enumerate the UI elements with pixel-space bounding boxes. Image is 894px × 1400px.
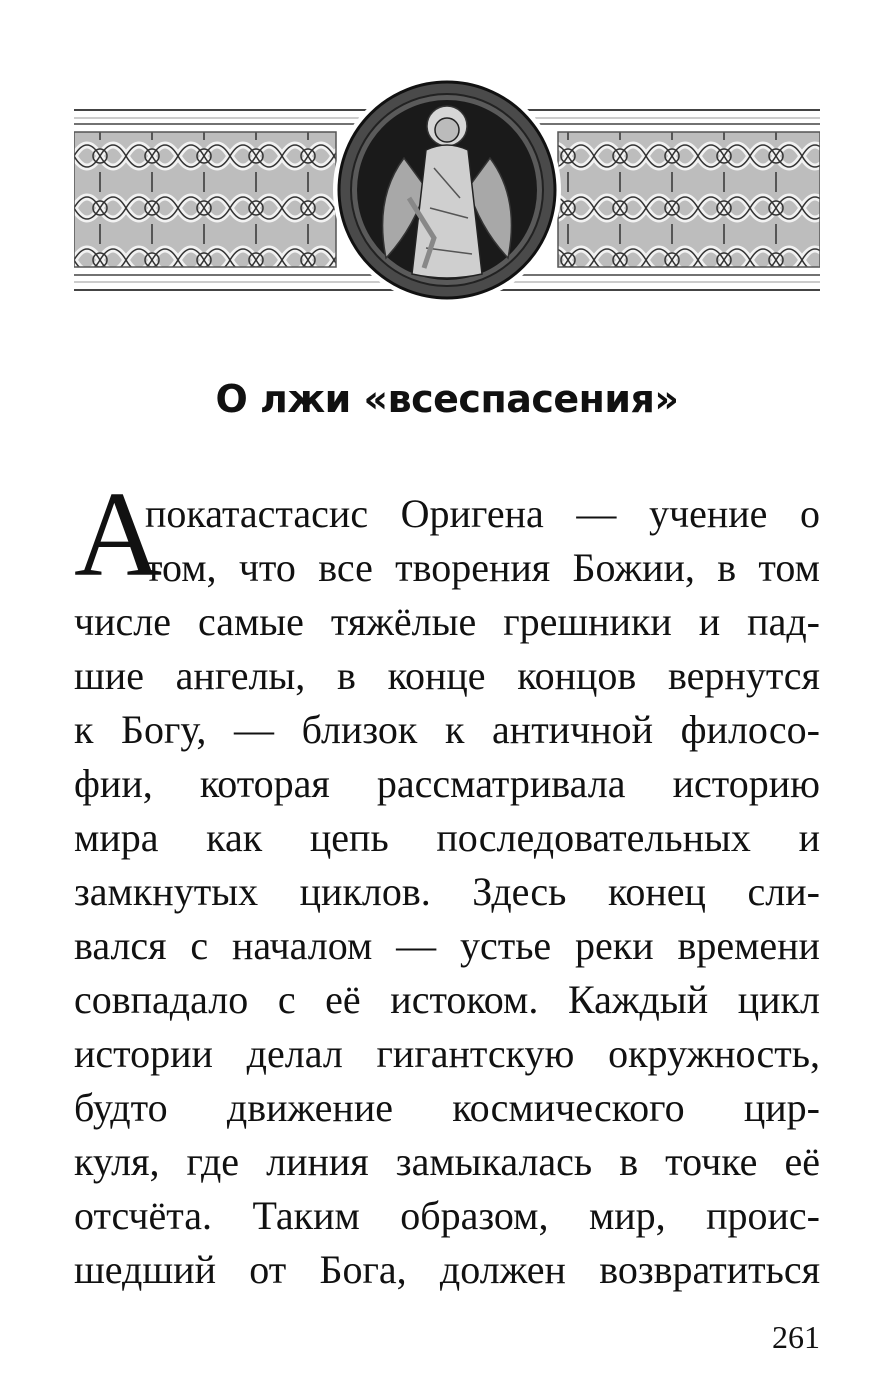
word: точке (665, 1139, 758, 1184)
word: её (784, 1139, 820, 1184)
word: с (277, 977, 296, 1022)
text-line (74, 1243, 820, 1297)
word: вернутся (668, 653, 820, 698)
word: — (234, 707, 275, 752)
word: линия (266, 1139, 369, 1184)
word: в (336, 653, 356, 698)
word: проис- (706, 1193, 820, 1238)
text-line (74, 1135, 820, 1189)
word: которая (199, 761, 330, 806)
word: в (619, 1139, 639, 1184)
word: самые (197, 599, 304, 644)
word: совпадало (74, 977, 249, 1022)
word: с (190, 923, 209, 968)
text-line (74, 811, 820, 865)
word: Здесь (472, 869, 567, 914)
word: её (325, 977, 361, 1022)
body-text (74, 487, 820, 1297)
word: о (799, 491, 820, 536)
word: рассматривала (376, 761, 626, 806)
text-line (74, 703, 820, 757)
word: шедший (74, 1247, 216, 1292)
text-line (74, 1189, 820, 1243)
word: мир, (588, 1193, 666, 1238)
word: пад- (747, 599, 820, 644)
text-line (74, 1027, 820, 1081)
word: от (249, 1247, 287, 1292)
text-line (74, 973, 820, 1027)
word: истоком. (390, 977, 539, 1022)
word: и (798, 815, 820, 860)
word: движение (226, 1085, 393, 1130)
word: конце (387, 653, 486, 698)
angel-medallion-icon (333, 78, 561, 303)
text-line (74, 541, 820, 595)
word: учение (648, 491, 768, 536)
text-line (74, 487, 820, 541)
chapter-title: О лжи «всеспасения» (215, 377, 679, 421)
text-line (74, 757, 820, 811)
word: к (74, 707, 94, 752)
text-line (74, 919, 820, 973)
word: — (576, 491, 617, 536)
word: том, (145, 545, 217, 590)
word: реки (575, 923, 654, 968)
text-line (74, 865, 820, 919)
word: в (717, 545, 737, 590)
word: отсчёта. (74, 1193, 212, 1238)
word: мира (74, 815, 159, 860)
word: цир- (743, 1085, 820, 1130)
word: вался (74, 923, 167, 968)
word: замыкалась (395, 1139, 593, 1184)
word: устье (459, 923, 552, 968)
drop-cap: А (74, 467, 163, 602)
word: началом (232, 923, 373, 968)
word: ангелы, (175, 653, 306, 698)
word: фии, (74, 761, 153, 806)
text-line (74, 1081, 820, 1135)
word: Оригена (400, 491, 544, 536)
word: к (444, 707, 465, 752)
word: Каждый (567, 977, 709, 1022)
word: как (206, 815, 263, 860)
word: времени (677, 923, 820, 968)
word: циклов. (299, 869, 431, 914)
ornamental-banner (74, 78, 820, 303)
word: и (698, 599, 721, 644)
word: конец (607, 869, 706, 914)
word: филосо- (680, 707, 820, 752)
word: историю (672, 761, 820, 806)
word: замкнутых (74, 869, 259, 914)
word: цепь (309, 815, 389, 860)
word: грешники (503, 599, 672, 644)
word: античной (492, 707, 654, 752)
text-line (74, 649, 820, 703)
word: цикл (737, 977, 820, 1022)
word: Бога, (319, 1247, 407, 1292)
word: Таким (252, 1193, 360, 1238)
word: окружность, (608, 1031, 820, 1076)
word: сли- (747, 869, 820, 914)
word: должен (439, 1247, 566, 1292)
text-line (74, 595, 820, 649)
word: истории (74, 1031, 213, 1076)
word: близок (301, 707, 418, 752)
word: где (186, 1139, 240, 1184)
word: что (238, 545, 296, 590)
word: творения (395, 545, 551, 590)
page-number: 261 (772, 1319, 820, 1355)
word: числе (74, 599, 171, 644)
word: Богу, (121, 707, 207, 752)
word: будто (74, 1085, 168, 1130)
word: куля, (74, 1139, 160, 1184)
word: гигантскую (376, 1031, 575, 1076)
word: образом, (400, 1193, 549, 1238)
word: последовательных (436, 815, 751, 860)
word: космического (452, 1085, 685, 1130)
word: — (396, 923, 437, 968)
word: концов (517, 653, 637, 698)
word: том (758, 545, 820, 590)
word: покатастасис (145, 491, 369, 536)
word: тяжёлые (330, 599, 477, 644)
word: Божии, (572, 545, 695, 590)
word: все (318, 545, 373, 590)
word: возвратиться (599, 1247, 820, 1292)
word: делал (246, 1031, 343, 1076)
word: шие (74, 653, 144, 698)
